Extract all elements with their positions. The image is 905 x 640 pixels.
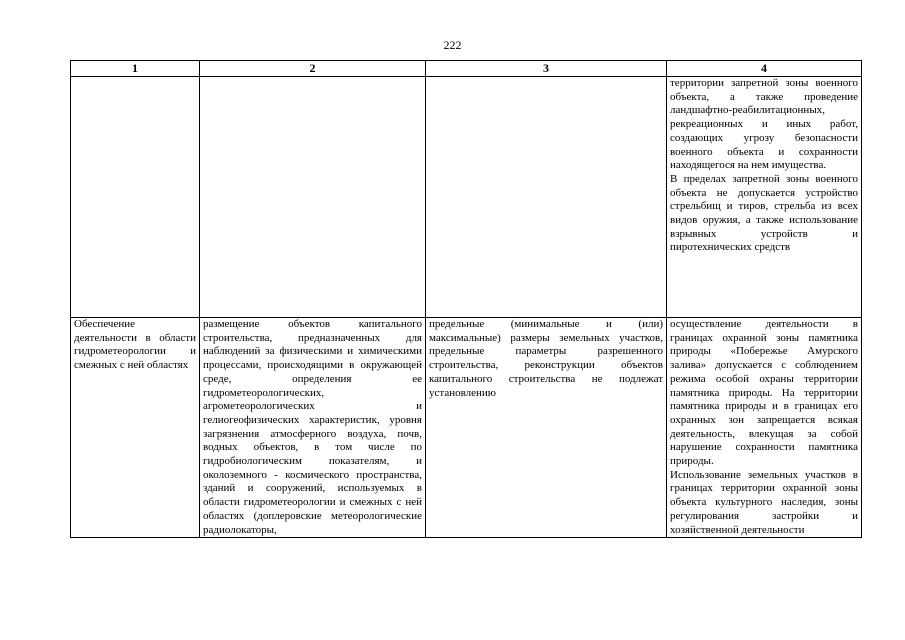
paragraph: Использование земельных участков в границах территории охранной зоны объекта культурного наследия, зоны регулирования застройки и хозяйственной деятельности <box>670 468 858 536</box>
column-header-1: 1 <box>71 61 200 77</box>
page-number: 222 <box>443 38 462 52</box>
table-cell-restrictions <box>667 77 862 318</box>
table-row <box>71 318 862 538</box>
table-cell-description: размещение объектов капитального строительства, предназначенных для наблюдений за физическими и химическими процессами, происходящими в окружающей среде, определения ее гидрометеорологических, агрометеорологических и гелиогеофизических характеристик, уровня загрязнения атмосферного воздуха, почв, водных объектов, в том числе по гидробиологическим показателям, и околоземного - космического пространства, зданий и сооружений, используемых в области гидрометеорологии и смежных с ней областях (доплеровские метеорологические радиолокаторы, <box>200 318 426 538</box>
table-cell-parameters <box>426 77 667 318</box>
table-header-row <box>71 61 862 77</box>
regulations-table <box>70 60 862 538</box>
paragraph: В пределах запретной зоны военного объекта не допускается устройство стрельбищ и тиров, стрельба из всех видов оружия, а также использование взрывных устройств и пиротехнических средств <box>670 172 858 254</box>
table-cell-use-type: Обеспечение деятельности в области гидрометеорологии и смежных с ней областях <box>71 318 200 538</box>
table-cell-use-type <box>71 77 200 318</box>
table-cell-restrictions <box>667 318 862 538</box>
column-header-4: 4 <box>667 61 862 77</box>
paragraph: осуществление деятельности в границах охранной зоны памятника природы «Побережье Амурского залива» допускается с соблюдением режима особой охраны территории памятника природы. На территории памятника природы и в границах его охранных зон запрещается всякая деятельность, влекущая за собой нарушение сохранности памятника природы. <box>670 318 858 468</box>
paragraph: территории запретной зоны военного объекта, а также проведение ландшафтно-реабилитационных, рекреационных и иных работ, создающих угрозу безопасности военного объекта и сохранности находящегося на нем имущества. <box>670 77 858 172</box>
table-cell-description <box>200 77 426 318</box>
column-header-2: 2 <box>200 61 426 77</box>
table-row <box>71 77 862 318</box>
table-cell-parameters: предельные (минимальные и (или) максимальные) размеры земельных участков, предельные параметры разрешенного строительства, реконструкции объектов капитального строительства не подлежат установлению <box>426 318 667 538</box>
column-header-3: 3 <box>426 61 667 77</box>
